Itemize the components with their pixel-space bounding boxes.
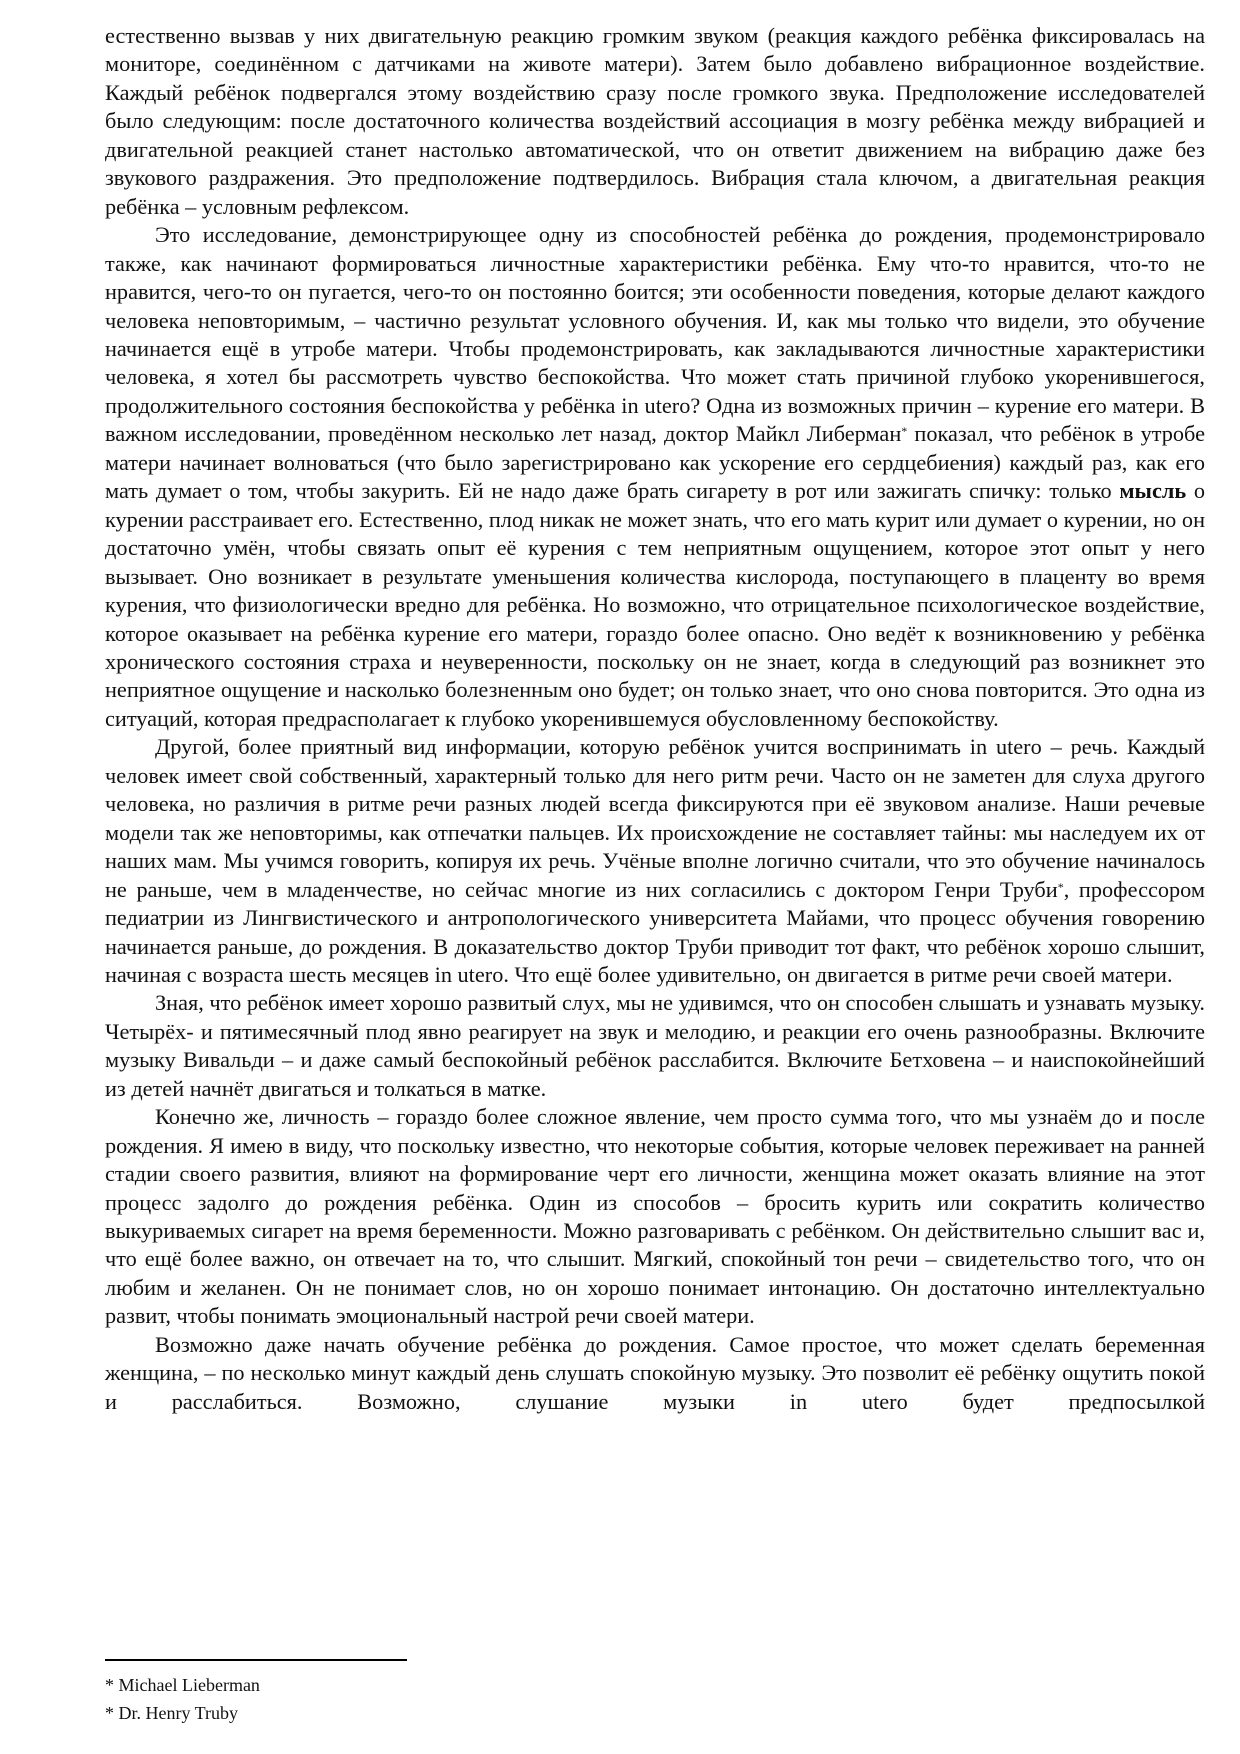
footnote-ref: * <box>1057 879 1064 894</box>
text-run: , профессором педиатрии из Лингвистического и антропологического университета Майами, что процесс обучения говорению начинается раньше, до рождения. В доказательство доктор Труби приводит тот факт, что ребёнок хорошо слышит, начиная с возраста шесть месяцев in utero. Что ещё более удивительно, он двигается в ритме речи своей матери. <box>105 876 1205 987</box>
paragraph-5: Конечно же, личность – гораздо более сложное явление, чем просто сумма того, что мы узнаём до и после рождения. Я имею в виду, что поскольку известно, что некоторые события, которые человек переживает на ранней стадии своего развития, влияют на формирование черт его личности, женщина может оказать влияние на этот процесс задолго до рождения ребёнка. Один из способов – бросить курить или сократить количество выкуриваемых сигарет на время беременности. Можно разговаривать с ребёнком. Он действительно слышит вас и, что ещё более важно, он отвечает на то, что слышит. Мягкий, спокойный тон речи – свидетельство того, что он любим и желанен. Он не понимает слов, но он хорошо понимает интонацию. Он достаточно интеллектуально развит, чтобы понимать эмоциональный настрой речи своей матери. <box>105 1104 1205 1329</box>
paragraph-3 <box>105 733 1205 989</box>
paragraph-6: Возможно даже начать обучение ребёнка до рождения. Самое простое, что может сделать беременная женщина, – по несколько минут каждый день слушать спокойную музыку. Это позволит её ребёнку ощутить покой и расслабиться. Возможно, слушание музыки in utero будет предпосылкой <box>105 1331 1205 1414</box>
footnote-ref: * <box>901 424 908 439</box>
footnote-1: * Michael Lieberman <box>105 1675 260 1695</box>
text-run: Это исследование, демонстрирующее одну из способностей ребёнка до рождения, продемонстрировало также, как начинают формироваться личностные характеристики ребёнка. Ему что-то нравится, что-то не нравится, чего-то он пугается, чего-то он постоянно боится; эти особенности поведения, которые делают каждого человека неповторимым, – частично результат условного обучения. И, как мы только что видели, это обучение начинается ещё в утробе матери. Чтобы продемонстрировать, как закладываются личностные характеристики человека, я хотел бы рассмотреть чувство беспокойства. Что может стать причиной глубоко укоренившегося, продолжительного состояния беспокойства у ребёнка in utero? Одна из возможных причин – курение его матери. В важном исследовании, проведённом несколько лет назад, доктор Майкл Либерман <box>105 222 1205 447</box>
emphasis: мысль <box>1119 478 1187 504</box>
paragraph-1: естественно вызвав у них двигательную реакцию громким звуком (реакция каждого ребёнка фиксировалась на мониторе, соединённом с датчиками на животе матери). Затем было добавлено вибрационное воздействие. Каждый ребёнок подвергался этому воздействию сразу после громкого звука. Предположение исследователей было следующим: после достаточного количества воздействий ассоциация в мозгу ребёнка между вибрацией и двигательной реакцией станет настолько автоматической, что он ответит движением на вибрацию даже без звукового раздражения. Это предположение подтвердилось. Вибрация стала ключом, а двигательная реакция ребёнка – условным рефлексом. <box>105 23 1205 219</box>
footnote-2: * Dr. Henry Truby <box>105 1703 239 1723</box>
footnote-separator <box>105 1659 407 1661</box>
text-run: о курении расстраивает его. Естественно, плод никак не может знать, что его мать курит или думает о курении, но он достаточно умён, чтобы связать опыт её курения с тем неприятным ощущением, которое этот опыт у него вызывает. Оно возникает в результате уменьшения количества кислорода, поступающего в плаценту во время курения, что физиологически вредно для ребёнка. Но возможно, что отрицательное психологическое воздействие, которое оказывает на ребёнка курение его матери, гораздо более опасно. Оно ведёт к возникновению у ребёнка хронического состояния страха и неуверенности, поскольку он не знает, когда в следующий раз возникнет это неприятное ощущение и насколько болезненным оно будет; он только знает, что оно снова повторится. Это одна из ситуаций, которая предрасполагает к глубоко укоренившемуся обусловленному беспокойству. <box>105 478 1205 731</box>
document-body <box>105 22 1205 1416</box>
text-run: Другой, более приятный вид информации, которую ребёнок учится воспринимать in utero – речь. Каждый человек имеет свой собственный, характерный только для него ритм речи. Часто он не заметен для слуха другого человека, но различия в ритме речи разных людей всегда фиксируются при её звуковом анализе. Наши речевые модели так же неповторимы, как отпечатки пальцев. Их происхождение не составляет тайны: мы наследуем их от наших мам. Мы учимся говорить, копируя их речь. Учёные вполне логично считали, что это обучение начиналось не раньше, чем в младенчестве, но сейчас многие из них согласились с доктором Генри Труби <box>105 734 1205 902</box>
paragraph-2 <box>105 221 1205 733</box>
paragraph-4: Зная, что ребёнок имеет хорошо развитый слух, мы не удивимся, что он способен слышать и узнавать музыку. Четырёх- и пятимесячный плод явно реагирует на звук и мелодию, и реакции его очень разнообразны. Включите музыку Вивальди – и даже самый беспокойный ребёнок расслабится. Включите Бетховена – и наиспокойнейший из детей начнёт двигаться и толкаться в матке. <box>105 990 1205 1101</box>
text-run: показал, что ребёнок в утробе матери начинает волноваться (что было зарегистрировано как ускорение его сердцебиения) каждый раз, как его мать думает о том, чтобы закурить. Ей не надо даже брать сигарету в рот или зажигать спичку: только <box>105 421 1205 504</box>
